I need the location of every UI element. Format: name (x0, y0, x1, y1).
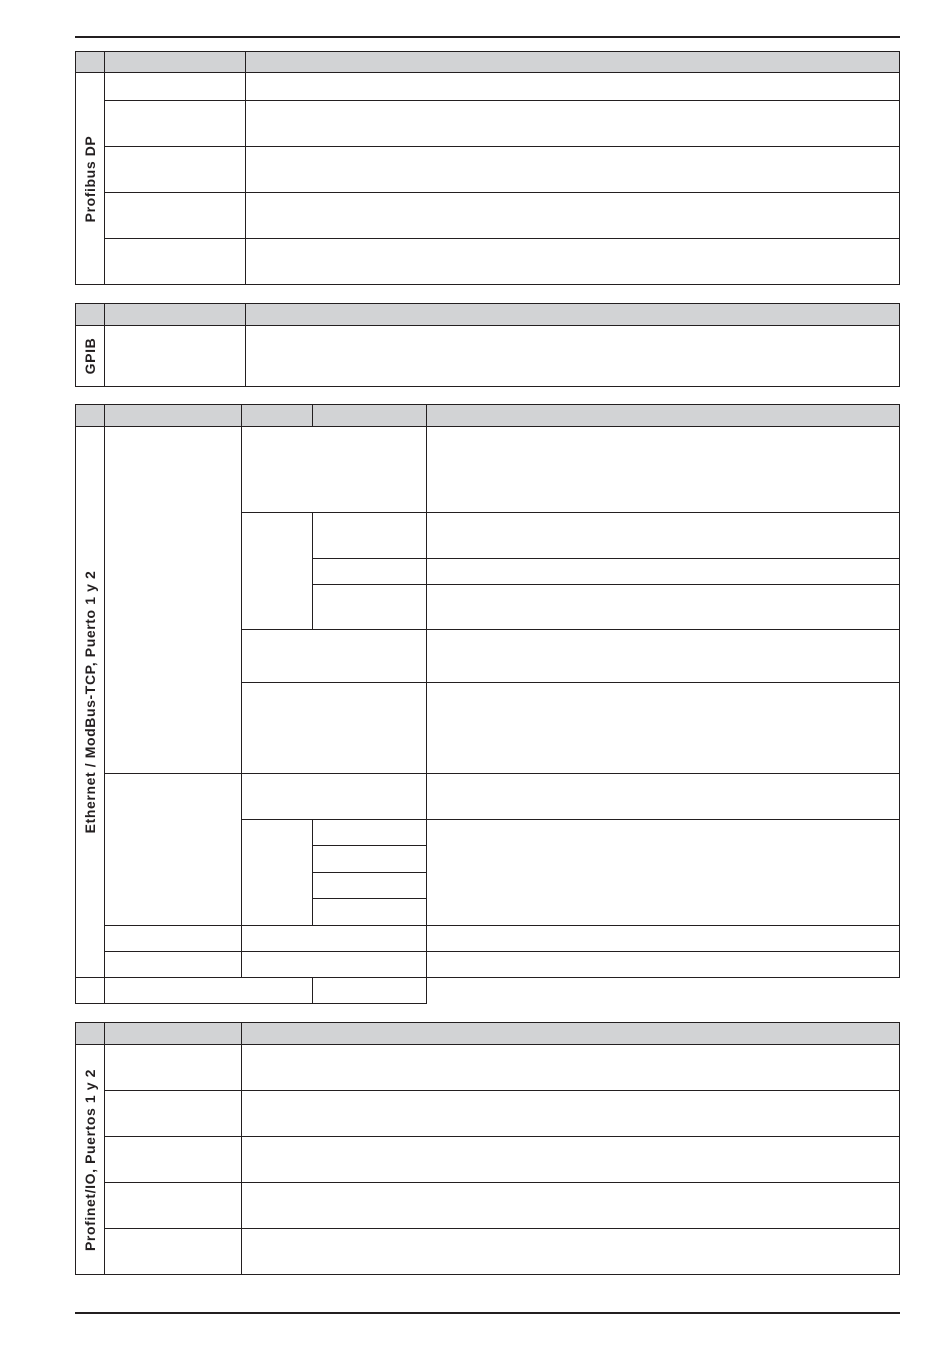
table-cell (105, 147, 246, 193)
table-row (76, 101, 900, 147)
table-row (76, 193, 900, 239)
table-row (76, 1045, 900, 1091)
gpib-header-row (76, 304, 900, 326)
table-cell (427, 683, 900, 774)
profinet-side-cell (76, 1045, 105, 1275)
header-cell (246, 52, 900, 73)
table-cell (427, 774, 900, 820)
table-cell (242, 952, 427, 978)
table-cell (427, 585, 900, 630)
table-row (76, 1137, 900, 1183)
profinet-table (75, 1022, 900, 1275)
top-rule (75, 36, 900, 38)
table-cell (76, 978, 105, 1004)
table-row (76, 147, 900, 193)
table-row (76, 326, 900, 387)
table-cell (427, 559, 900, 585)
table-cell (427, 427, 900, 513)
profibus-side-cell (76, 73, 105, 285)
table-cell (242, 1045, 900, 1091)
table-cell (105, 427, 242, 774)
ethernet-header-row (76, 405, 900, 427)
table-cell (242, 630, 427, 683)
header-cell (246, 304, 900, 326)
table-cell (246, 147, 900, 193)
profibus-section-label: Profibus DP (82, 135, 98, 222)
table-cell (105, 978, 313, 1004)
table-cell (242, 926, 427, 952)
table-row (76, 1229, 900, 1275)
table-cell (246, 326, 900, 387)
header-cell (427, 405, 900, 427)
table-row (76, 926, 900, 952)
table-cell (313, 513, 427, 559)
table-cell (242, 820, 313, 926)
table-row (76, 73, 900, 101)
table-cell (246, 101, 900, 147)
table-cell (313, 846, 427, 873)
table-cell (105, 1229, 242, 1275)
header-cell (105, 405, 242, 427)
table-row (76, 1091, 900, 1137)
header-cell (105, 1023, 242, 1045)
profibus-table (75, 51, 900, 285)
gpib-side-cell (76, 326, 105, 387)
table-cell (105, 952, 242, 978)
table-cell (105, 326, 246, 387)
table-cell (242, 1091, 900, 1137)
table-cell (313, 559, 427, 585)
table-cell (246, 239, 900, 285)
table-cell (242, 1137, 900, 1183)
table-cell (242, 683, 427, 774)
profinet-header-row (76, 1023, 900, 1045)
table-cell (242, 774, 427, 820)
table-cell (105, 193, 246, 239)
profinet-section-label: Profinet/IO, Puertos 1 y 2 (82, 1068, 98, 1251)
table-cell (105, 774, 242, 926)
table-row (76, 239, 900, 285)
table-cell (242, 513, 313, 630)
ethernet-side-cell (76, 427, 105, 978)
table-cell (242, 427, 427, 513)
table-cell (105, 1045, 242, 1091)
table-cell (105, 101, 246, 147)
table-row (76, 952, 900, 978)
table-cell (427, 820, 900, 926)
table-row (76, 1183, 900, 1229)
table-cell (427, 952, 900, 978)
table-cell (242, 1183, 900, 1229)
table-cell (427, 926, 900, 952)
table-cell (427, 513, 900, 559)
header-cell (76, 52, 105, 73)
header-cell (313, 405, 427, 427)
ethernet-section-label: Ethernet / ModBus-TCP, Puerto 1 y 2 (82, 570, 98, 834)
ethernet-table (75, 404, 900, 1004)
header-cell (76, 1023, 105, 1045)
table-cell (313, 820, 427, 846)
table-cell (313, 873, 427, 899)
table-cell (105, 239, 246, 285)
table-cell (246, 73, 900, 101)
header-cell (76, 304, 105, 326)
profibus-header-row (76, 52, 900, 73)
header-cell (242, 405, 313, 427)
table-row (76, 774, 900, 820)
table-cell (105, 1091, 242, 1137)
table-cell (105, 1183, 242, 1229)
header-cell (242, 1023, 900, 1045)
table-cell (313, 899, 427, 926)
header-cell (105, 52, 246, 73)
table-cell (313, 585, 427, 630)
table-cell (105, 73, 246, 101)
table-row (76, 427, 900, 513)
table-cell (313, 978, 427, 1004)
table-cell (246, 193, 900, 239)
table-cell (242, 1229, 900, 1275)
bottom-rule (75, 1312, 900, 1314)
table-cell (105, 1137, 242, 1183)
header-cell (105, 304, 246, 326)
header-cell (76, 405, 105, 427)
table-cell (105, 926, 242, 952)
table-row (76, 978, 900, 1004)
gpib-table (75, 303, 900, 387)
table-cell (427, 630, 900, 683)
gpib-section-label: GPIB (82, 337, 98, 375)
